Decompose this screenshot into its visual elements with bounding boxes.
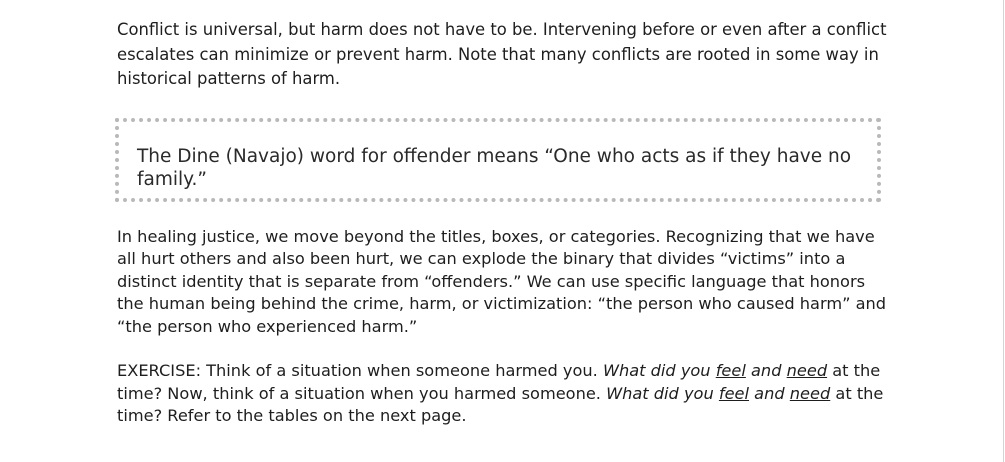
exercise-paragraph: [117, 360, 892, 428]
page-content: [117, 18, 892, 428]
question-2-and: and: [754, 383, 785, 403]
exercise-lead: EXERCISE: Think of a situation when someone harmed you.: [117, 361, 598, 380]
question-1-need: need: [786, 361, 828, 380]
healing-justice-paragraph: In healing justice, we move beyond the titles, boxes, or categories. Recognizing that we have all hurt others and also been hurt, we can explode the binary that divides “victims” into a distinct identity that is separate from “offenders.” We can use specific language that honors the human being behind the crime, harm, or victimization: “the person who caused harm” and “the person who experienced harm.”: [117, 226, 887, 336]
question-1-prefix: What did you: [602, 361, 711, 380]
exercise-question-1: [603, 361, 827, 380]
question-2-prefix: What did you: [606, 383, 714, 403]
question-2-need: need: [789, 383, 831, 403]
exercise-middle: at the time? Now, think of a situation when you harmed someone.: [117, 361, 881, 403]
exercise-closing: at the time? Refer to the tables on the next page.: [117, 383, 884, 425]
question-2-feel: feel: [718, 383, 750, 403]
intro-paragraph: Conflict is universal, but harm does not have to be. Intervening before or even after a conflict escalates can minimize or prevent harm. Note that many conflicts are rooted in some way in historical patterns of harm.: [117, 20, 887, 88]
exercise-question-2: [606, 384, 830, 403]
quote-callout-box: [115, 118, 881, 202]
quote-text: The Dine (Navajo) word for offender means “One who acts as if they have no family.”: [137, 145, 852, 190]
question-1-and: and: [751, 361, 782, 380]
question-1-feel: feel: [715, 361, 746, 380]
